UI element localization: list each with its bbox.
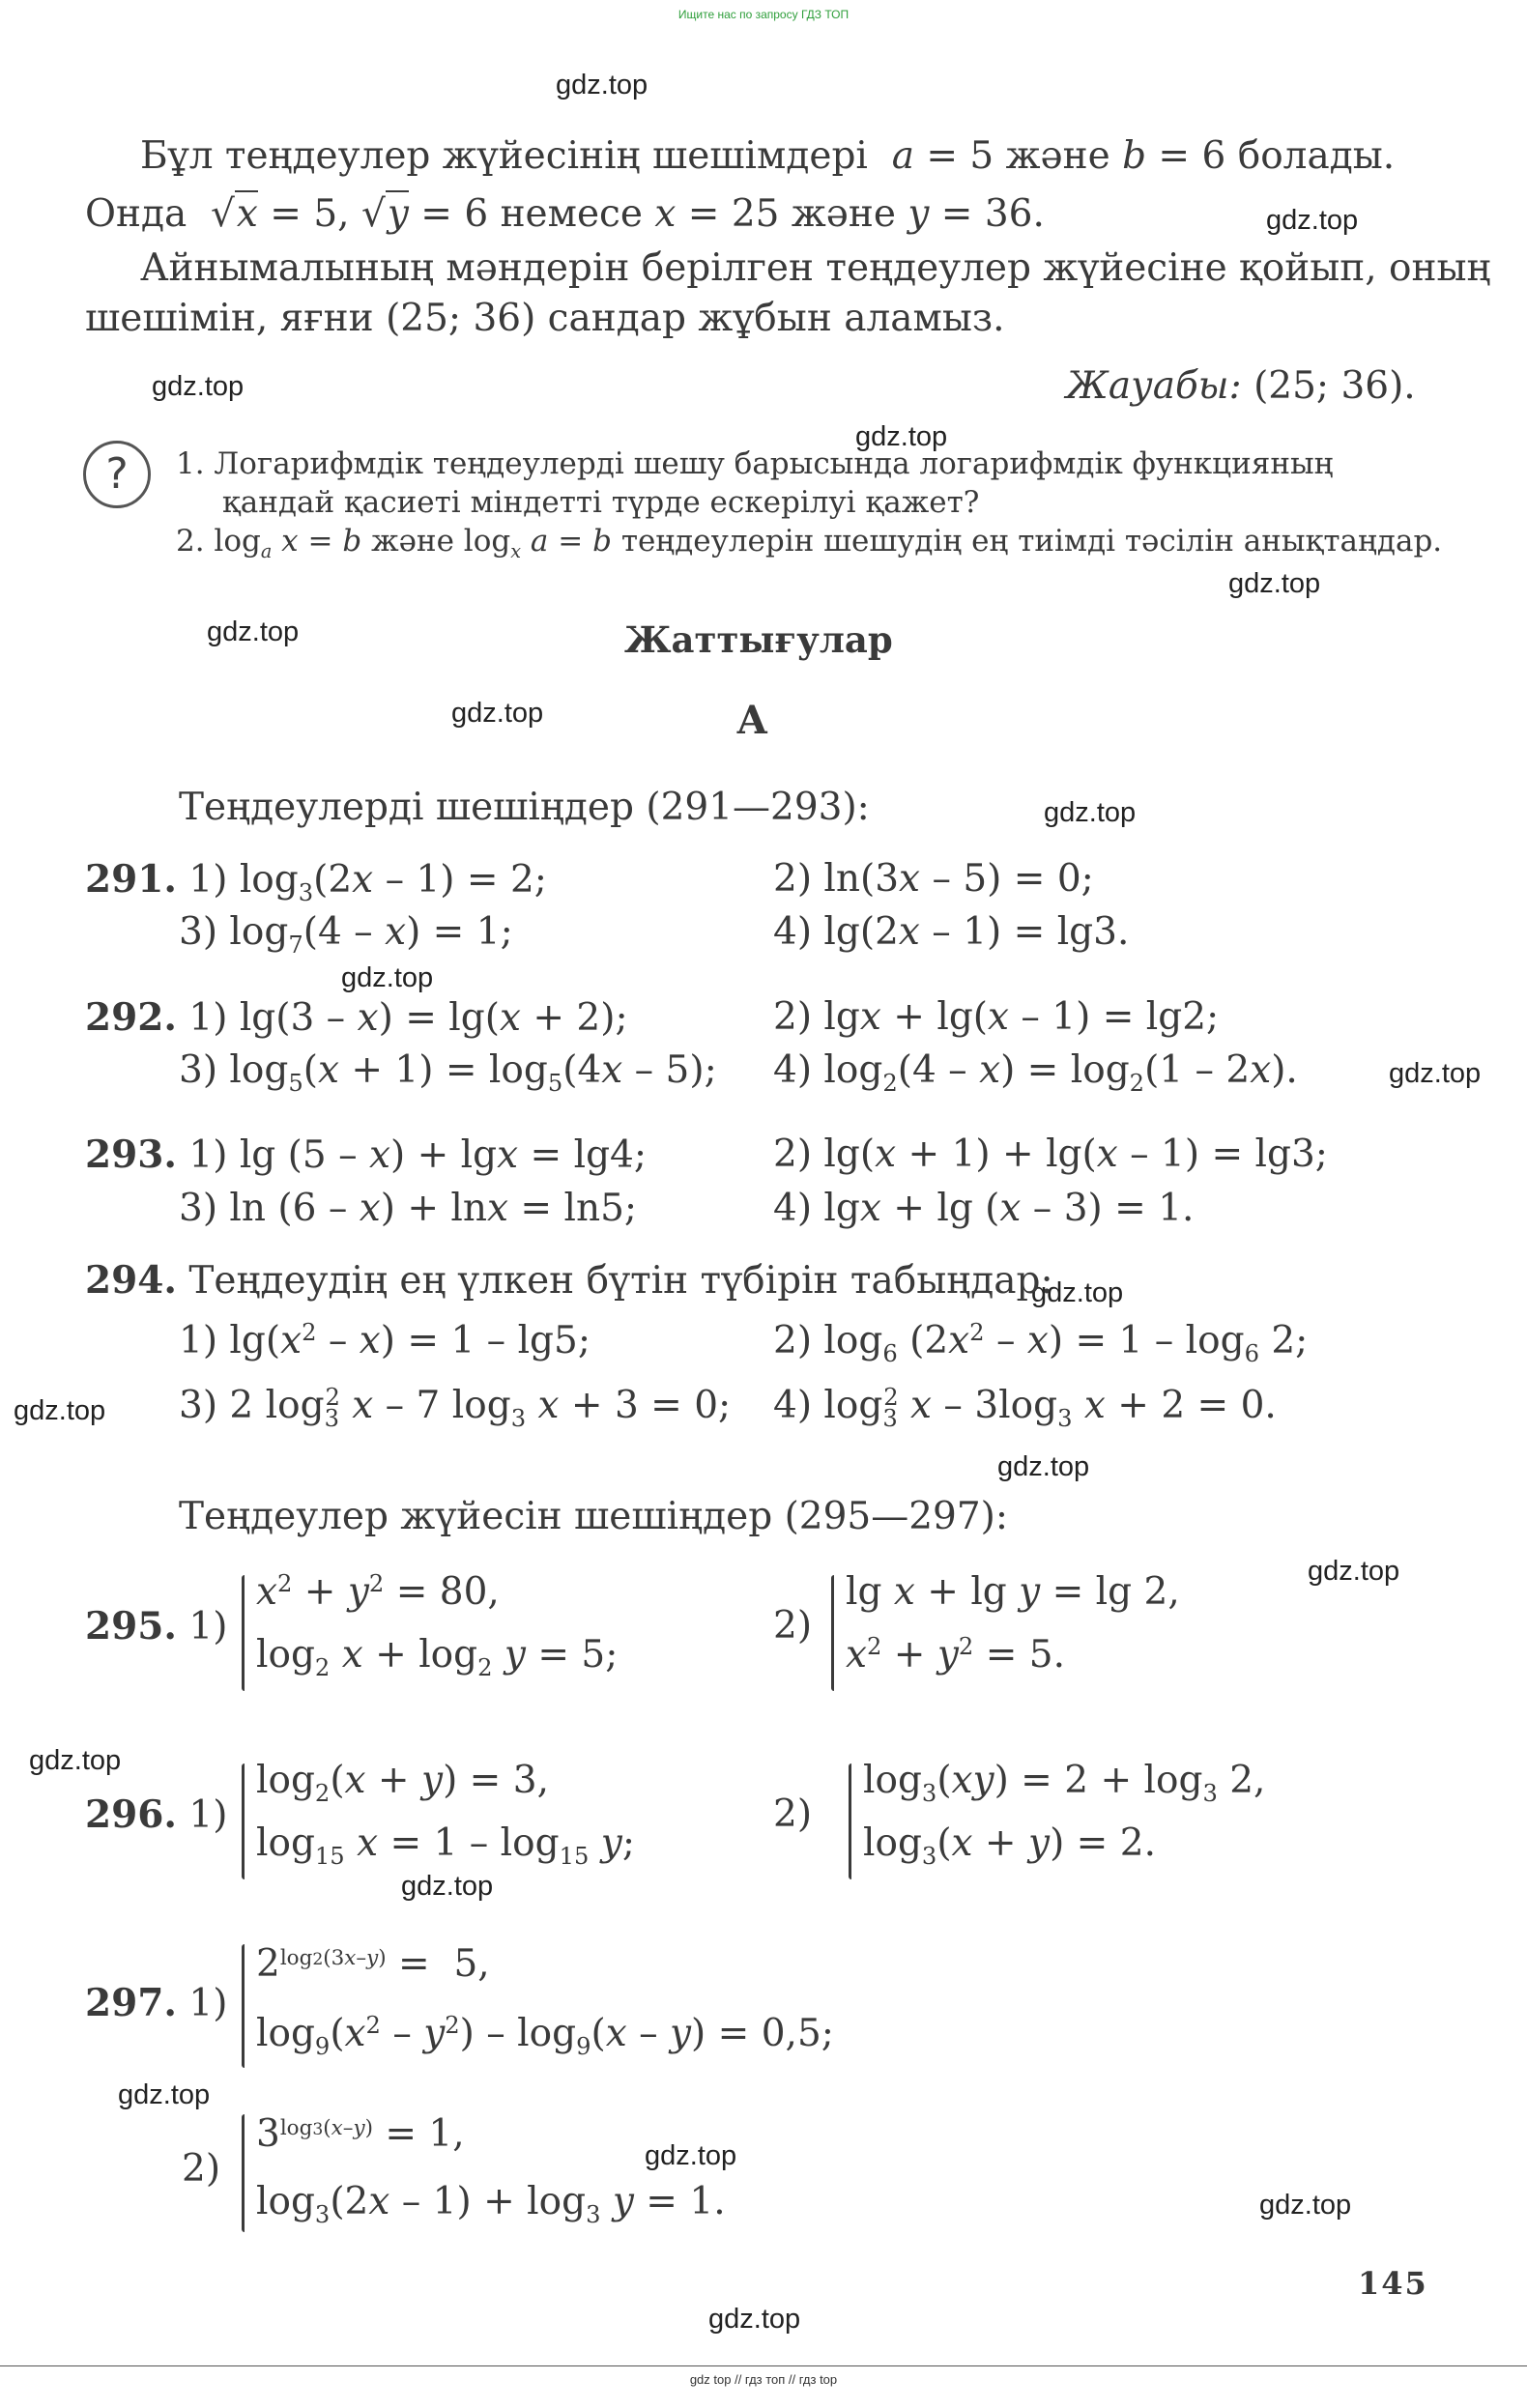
exercise-296-1-eq2: $\log_{15} x = 1 - \log_{15} y$;	[256, 1821, 635, 1871]
exercise-291-line-1: 291. 1) $\log_3(2x - 1) = 2$;	[85, 857, 547, 907]
exercise-292-4: 4) $\log_2(4 - x) = \log_2(1 - 2x)$.	[773, 1048, 1298, 1098]
exercise-297-2-eq2: $\log_3(2x - 1) + \log_3 y = 1$.	[256, 2180, 726, 2229]
exercise-295-1-eq2: $\log_2 x + \log_2 y = 5$;	[256, 1633, 619, 1682]
footer-text: gdz top // гдз топ // гдз top	[689, 2372, 838, 2387]
page-number: 145	[1358, 2265, 1428, 2302]
exercise-295-2-label: 2)	[773, 1604, 813, 1648]
question-1-line-1: 1. Логарифмдік теңдеулерді шешу барысында логарифмдік функцияның	[176, 446, 1334, 481]
intro-line-1: Бұл теңдеулер жүйесінің шешімдері a = 5 және b = 6 болады.	[140, 134, 1396, 178]
instruction-295-297: Теңдеулер жүйесін шешіңдер (295—297):	[179, 1495, 1009, 1538]
watermark: gdz.top	[708, 2304, 801, 2335]
exercise-296-2-label: 2)	[773, 1792, 813, 1836]
exercise-294-heading: 294. Теңдеудің ең үлкен бүтін түбірін табыңдар:	[85, 1258, 1053, 1303]
watermark: gdz.top	[14, 1395, 106, 1426]
brace	[242, 1575, 245, 1691]
exercise-291-3: 3) $\log_7(4 - x) = 1$;	[179, 910, 513, 960]
exercise-291-2: 2) ln(3x – 5) = 0;	[773, 857, 1094, 901]
exercise-296-label: 296. 1)	[85, 1792, 228, 1837]
watermark: gdz.top	[997, 1451, 1090, 1482]
footer-divider	[0, 2365, 1527, 2366]
exercise-295-2-eq2: $x^2 + y^2 = 5$.	[846, 1632, 1065, 1677]
exercise-292-3: 3) $\log_5(x + 1) = \log_5(4x - 5)$;	[179, 1048, 717, 1098]
watermark: gdz.top	[556, 70, 648, 100]
watermark: gdz.top	[29, 1745, 122, 1776]
watermark: gdz.top	[152, 371, 245, 402]
exercise-296-2-eq2: $\log_3(x + y) = 2$.	[863, 1821, 1156, 1871]
brace	[242, 1763, 245, 1879]
watermark: gdz.top	[1266, 205, 1359, 236]
exercise-291-4: 4) lg(2x – 1) = lg3.	[773, 910, 1130, 954]
exercise-295-1-eq1: $x^2 + y^2 = 80$,	[256, 1569, 500, 1614]
exercise-292-line-1: 292. 1) lg(3 – x) = lg(x + 2);	[85, 995, 628, 1040]
section-title: Жаттығулар	[624, 618, 893, 661]
watermark: gdz.top	[1031, 1277, 1124, 1308]
exercise-294-3: 3) 2 $\log_3^2 x - 7$ $\log_3 x + 3 = 0$;	[179, 1383, 732, 1433]
exercise-293-3: 3) ln (6 – x) + lnx = ln5;	[179, 1187, 638, 1230]
exercise-296-2-eq1: $\log_3(xy) = 2 + \log_3 2$,	[863, 1759, 1266, 1808]
watermark: gdz.top	[401, 1871, 494, 1902]
watermark: gdz.top	[1044, 797, 1137, 828]
question-1-line-2: қандай қасиеті міндетті түрде ескерілуі қажет?	[222, 485, 980, 520]
watermark: gdz.top	[451, 698, 544, 729]
brace	[242, 2114, 245, 2232]
exercise-297-1-eq2: $\log_9(x^2 - y^2) - \log_9(x - y) = 0,5$;	[256, 2011, 834, 2061]
watermark: gdz.top	[645, 2140, 737, 2171]
exercise-297-2-label: 2)	[182, 2147, 221, 2191]
watermark: gdz.top	[341, 962, 434, 993]
watermark: gdz.top	[1308, 1556, 1400, 1587]
question-2: 2. $\log_a x = b$ және $\log_x a = b$ теңдеулерін шешудің ең тиімді тәсілін анықтаңдар.	[176, 524, 1443, 563]
exercise-295-2-eq1: lg x + lg y = lg 2,	[846, 1570, 1180, 1614]
brace	[831, 1575, 834, 1691]
exercise-294-1: 1) $\lg(x^2 - x) = 1 - \lg 5$;	[179, 1318, 591, 1362]
brace	[242, 1944, 245, 2068]
exercise-297-label: 297. 1)	[85, 1981, 228, 2025]
exercise-294-2: 2) $\log_6 (2x^2 - x) = 1 - \log_6 2$;	[773, 1318, 1309, 1368]
question-icon: ?	[83, 441, 151, 508]
exercise-296-1-eq1: $\log_2(x + y) = 3$,	[256, 1759, 549, 1808]
brace	[849, 1763, 851, 1879]
level-label: А	[736, 698, 768, 743]
exercise-297-2-eq1: $3^{log3(x-y)} = 1$,	[256, 2112, 465, 2156]
intro-line-2: Онда √x = 5, √y = 6 немесе x = 25 және y = 36.	[85, 192, 1045, 236]
exercise-293-4: 4) lgx + lg (x – 3) = 1.	[773, 1187, 1195, 1230]
exercise-294-4: 4) $\log_3^2 x - 3\log_3$ x + 2 = 0.	[773, 1383, 1277, 1433]
watermark: gdz.top	[855, 421, 948, 452]
exercise-297-1-eq1: $2^{log2(3x-y)} = 5$,	[256, 1942, 490, 1986]
top-banner: Ищите нас по запросу ГДЗ ТОП	[677, 8, 850, 21]
watermark: gdz.top	[1228, 568, 1321, 599]
intro-line-4: шешімін, яғни (25; 36) сандар жұбын аламыз.	[85, 297, 1005, 340]
exercise-292-2: 2) lgx + lg(x – 1) = lg2;	[773, 995, 1220, 1039]
instruction-291-293: Теңдеулерді шешіңдер (291—293):	[179, 786, 870, 829]
watermark: gdz.top	[1259, 2190, 1352, 2221]
answer: Жауабы: (25; 36).	[1066, 364, 1416, 408]
exercise-293-2: 2) lg(x + 1) + lg(x – 1) = lg3;	[773, 1132, 1328, 1176]
watermark: gdz.top	[1389, 1058, 1482, 1089]
watermark: gdz.top	[207, 616, 300, 647]
exercise-293-line-1: 293. 1) lg (5 – x) + lgx = lg4;	[85, 1132, 647, 1177]
watermark: gdz.top	[118, 2079, 211, 2110]
exercise-295-label: 295. 1)	[85, 1604, 228, 1648]
intro-line-3: Айнымалының мәндерін берілген теңдеулер жүйесіне қойып, оның	[140, 246, 1491, 290]
